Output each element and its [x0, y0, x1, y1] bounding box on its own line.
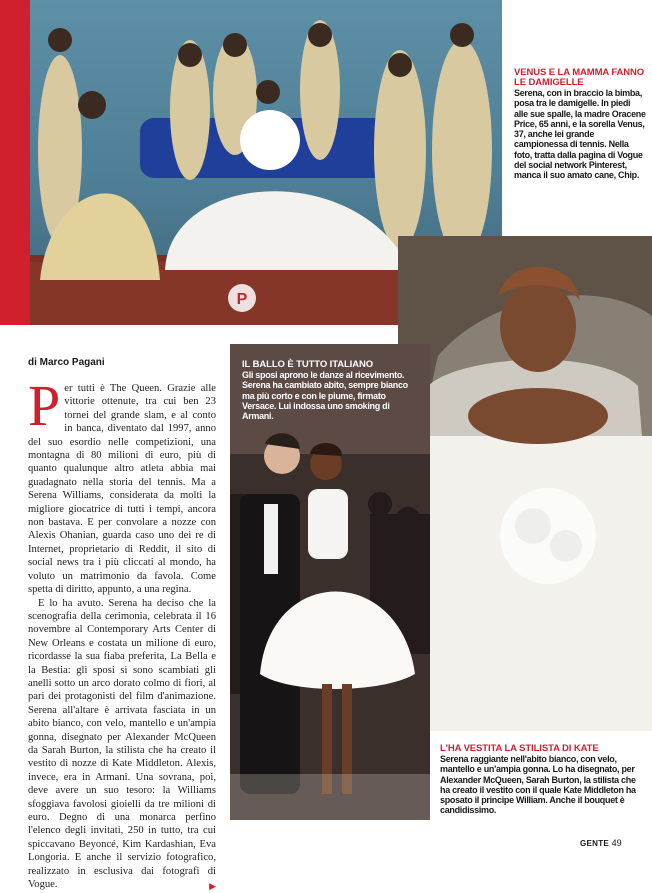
article-paragraph-2-text: E lo ha avuto. Serena ha deciso che la scenografia della cerimonia, celebrata il 16 novembre al Contemporary Arts Center di New Orleans e costata un milione di euro, ricordasse la sua fiaba preferita, La Bella e la Bestia: gli sposi si sono scambiati gli anelli sotto un arco dorato colmo di fiori, al pari dei protagonisti del film d'animazione. Serena all'altare è arrivata fasciata in un abito bianco, con velo, mantello e un'ampia gonna, disegnato per Alexander McQueen da Sarah Burton, la stilista che ha creato il vestito di nozze di Kate Middleton. Alexis, invece, era in Armani. Una sovrana, poi, deve avere un suo tesoro: la Williams sfoggiava favolosi gioielli da tre milioni di euro. Degno di una monarca perfino l'elenco degli invitati, 250 in tutto, tra cui spiccavano Beyoncé, Kim Kardashian, Eva Longoria. E anche il servizio fotografico, realizzato in esclusiva dai fotografi di Vogue.: [28, 597, 216, 891]
caption-stilista-body: Serena raggiante nell'abito bianco, con velo, mantello e un'ampia gonna. Lo ha disegnato, per Alexander McQueen, Sarah Burton, la stilista che ha creato il vestito con il quale Kate Middleton ha sposato il principe William. Anche il bouquet è candidissimo.: [440, 754, 636, 816]
caption-venus: [514, 68, 646, 181]
red-accent-bar: [0, 0, 30, 325]
drop-cap: P: [28, 373, 61, 438]
caption-ballo-title: IL BALLO È TUTTO ITALIANO: [242, 359, 374, 370]
page-number: 49: [611, 838, 622, 848]
end-mark-icon: ▶: [209, 881, 216, 892]
article-paragraph-1: [28, 373, 216, 597]
portrait-photo: [398, 236, 652, 731]
portrait-illustration: [398, 236, 652, 731]
caption-ballo-body: Gli sposi aprono le danze al ricevimento. Serena ha cambiato abito, sempre bianco ma più corto e con le piume, firmato Versace. Lui indossa uno smoking di Armani.: [242, 370, 408, 422]
article-paragraph-2: [28, 597, 216, 892]
caption-venus-title: VENUS E LA MAMMA FANNO LE DAMIGELLE: [514, 67, 645, 88]
magazine-name: GENTE: [580, 839, 610, 848]
svg-text:P: P: [236, 291, 248, 308]
byline: di Marco Pagani: [28, 357, 105, 368]
caption-stilista-title: L'HA VESTITA LA STILISTA DI KATE: [440, 743, 599, 754]
article-body: [28, 373, 216, 893]
caption-stilista: [440, 744, 640, 816]
page-folio: [580, 838, 622, 848]
article-paragraph-1-text: er tutti è The Queen. Grazie alle vittorie ottenute, tra cui ben 23 tornei del grande slam, e al conto in banca, diventato dal 1997, anno del suo esordio nelle competizioni, una montagna di 80 milioni di euro, più di quanto qualunque altro atleta abbia mai guadagnato nella storia del tennis. Ma a Serena Williams, considerata da molti la migliore giocatrice di tutti i tempi, ancora non bastava. E per convolare a nozze con Alexis Ohanian, guarda caso uno dei re di Internet, proprietario di Reddit, il sito di social news tra i più cliccati al mondo, ha voluto un matrimonio da favola. Come spetta di diritto, appunto, a una regina.: [28, 383, 216, 596]
caption-ballo: [242, 360, 422, 421]
caption-venus-body: Serena, con in braccio la bimba, posa tra le damigelle. In piedi alle sue spalle, la madre Oracene Price, 65 anni, e la sorella Venus, 37, anche lei grande campionessa di tennis. Nella foto, tratta dalla pagina di Vogue del social network Pinterest, manca il suo amato cane, Chip.: [514, 88, 646, 181]
